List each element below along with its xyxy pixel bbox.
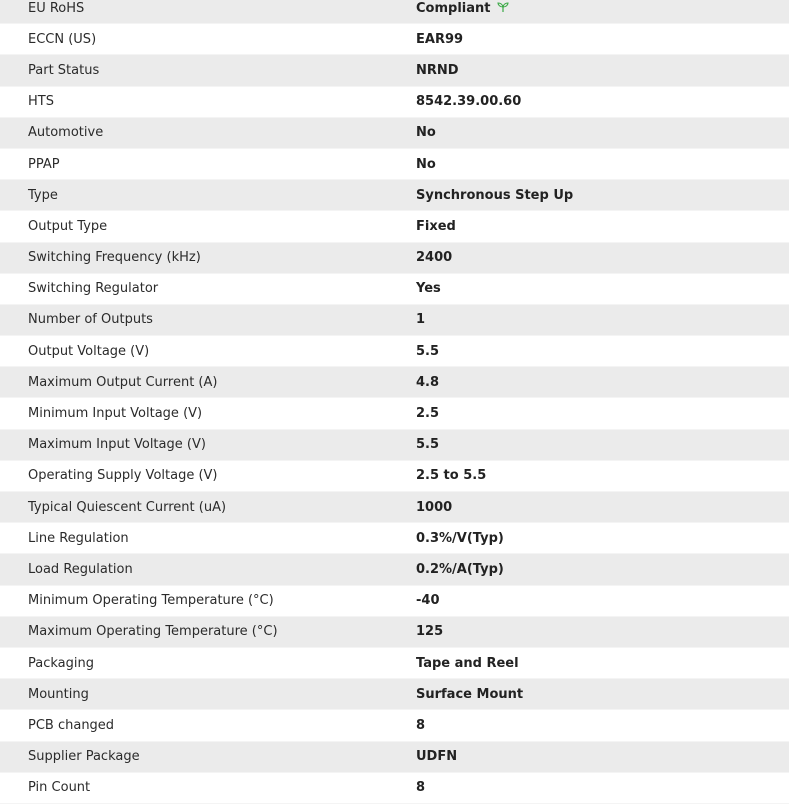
spec-row-packaging — [0, 648, 789, 679]
spec-label: Line Regulation — [0, 523, 387, 554]
spec-label: Typical Quiescent Current (uA) — [0, 492, 387, 523]
spec-value-text: Compliant — [416, 1, 491, 17]
spec-value: -40 — [387, 586, 789, 617]
spec-value: UDFN — [387, 742, 789, 773]
spec-label: PCB changed — [0, 710, 387, 741]
spec-row-switching-frequency — [0, 243, 789, 274]
spec-value: 5.5 — [387, 336, 789, 367]
spec-value: 4.8 — [387, 367, 789, 398]
spec-value: Synchronous Step Up — [387, 180, 789, 211]
spec-value: Tape and Reel — [387, 648, 789, 679]
spec-row-hts — [0, 87, 789, 118]
spec-label: Maximum Input Voltage (V) — [0, 430, 387, 461]
spec-row-pin-count — [0, 773, 789, 804]
spec-label: Minimum Operating Temperature (°C) — [0, 586, 387, 617]
spec-row-max-output-current — [0, 367, 789, 398]
spec-label: Type — [0, 180, 387, 211]
spec-value: 2.5 — [387, 398, 789, 429]
spec-value: 125 — [387, 617, 789, 648]
spec-value: NRND — [387, 55, 789, 86]
spec-row-number-of-outputs — [0, 305, 789, 336]
spec-label: EU RoHS — [0, 0, 387, 24]
spec-value: Fixed — [387, 211, 789, 242]
spec-label: Load Regulation — [0, 554, 387, 585]
spec-label: HTS — [0, 87, 387, 118]
spec-row-eu-rohs — [0, 0, 789, 24]
spec-value: No — [387, 118, 789, 149]
spec-row-max-operating-temp — [0, 617, 789, 648]
spec-label: PPAP — [0, 149, 387, 180]
spec-value: 1 — [387, 305, 789, 336]
spec-label: ECCN (US) — [0, 24, 387, 55]
spec-row-switching-regulator — [0, 274, 789, 305]
spec-value: 0.3%/V(Typ) — [387, 523, 789, 554]
spec-row-pcb-changed — [0, 710, 789, 741]
spec-row-ppap — [0, 149, 789, 180]
spec-value: 0.2%/A(Typ) — [387, 554, 789, 585]
spec-row-load-regulation — [0, 554, 789, 585]
spec-value: No — [387, 149, 789, 180]
spec-row-type — [0, 180, 789, 211]
spec-row-eccn — [0, 24, 789, 55]
spec-label: Output Type — [0, 211, 387, 242]
spec-value: 2.5 to 5.5 — [387, 461, 789, 492]
spec-label: Automotive — [0, 118, 387, 149]
spec-row-max-input-voltage — [0, 430, 789, 461]
spec-row-output-type — [0, 211, 789, 242]
leaf-icon — [496, 0, 510, 14]
spec-value — [387, 0, 789, 24]
spec-row-line-regulation — [0, 523, 789, 554]
spec-row-output-voltage — [0, 336, 789, 367]
spec-label: Packaging — [0, 648, 387, 679]
spec-row-part-status — [0, 55, 789, 86]
spec-label: Maximum Output Current (A) — [0, 367, 387, 398]
spec-label: Operating Supply Voltage (V) — [0, 461, 387, 492]
spec-value: EAR99 — [387, 24, 789, 55]
spec-row-automotive — [0, 118, 789, 149]
spec-label: Pin Count — [0, 773, 387, 804]
spec-row-mounting — [0, 679, 789, 710]
spec-value: Yes — [387, 274, 789, 305]
spec-row-quiescent-current — [0, 492, 789, 523]
spec-row-operating-supply-voltage — [0, 461, 789, 492]
spec-label: Maximum Operating Temperature (°C) — [0, 617, 387, 648]
spec-value: 2400 — [387, 243, 789, 274]
spec-label: Output Voltage (V) — [0, 336, 387, 367]
spec-row-min-operating-temp — [0, 586, 789, 617]
spec-row-min-input-voltage — [0, 398, 789, 429]
spec-label: Switching Frequency (kHz) — [0, 243, 387, 274]
spec-value: 8 — [387, 773, 789, 804]
spec-row-supplier-package — [0, 742, 789, 773]
spec-value: 1000 — [387, 492, 789, 523]
spec-label: Switching Regulator — [0, 274, 387, 305]
spec-value: Surface Mount — [387, 679, 789, 710]
spec-label: Number of Outputs — [0, 305, 387, 336]
spec-label: Part Status — [0, 55, 387, 86]
spec-value: 8542.39.00.60 — [387, 87, 789, 118]
spec-value: 8 — [387, 710, 789, 741]
spec-label: Mounting — [0, 679, 387, 710]
spec-label: Supplier Package — [0, 742, 387, 773]
spec-label: Minimum Input Voltage (V) — [0, 398, 387, 429]
spec-value: 5.5 — [387, 430, 789, 461]
